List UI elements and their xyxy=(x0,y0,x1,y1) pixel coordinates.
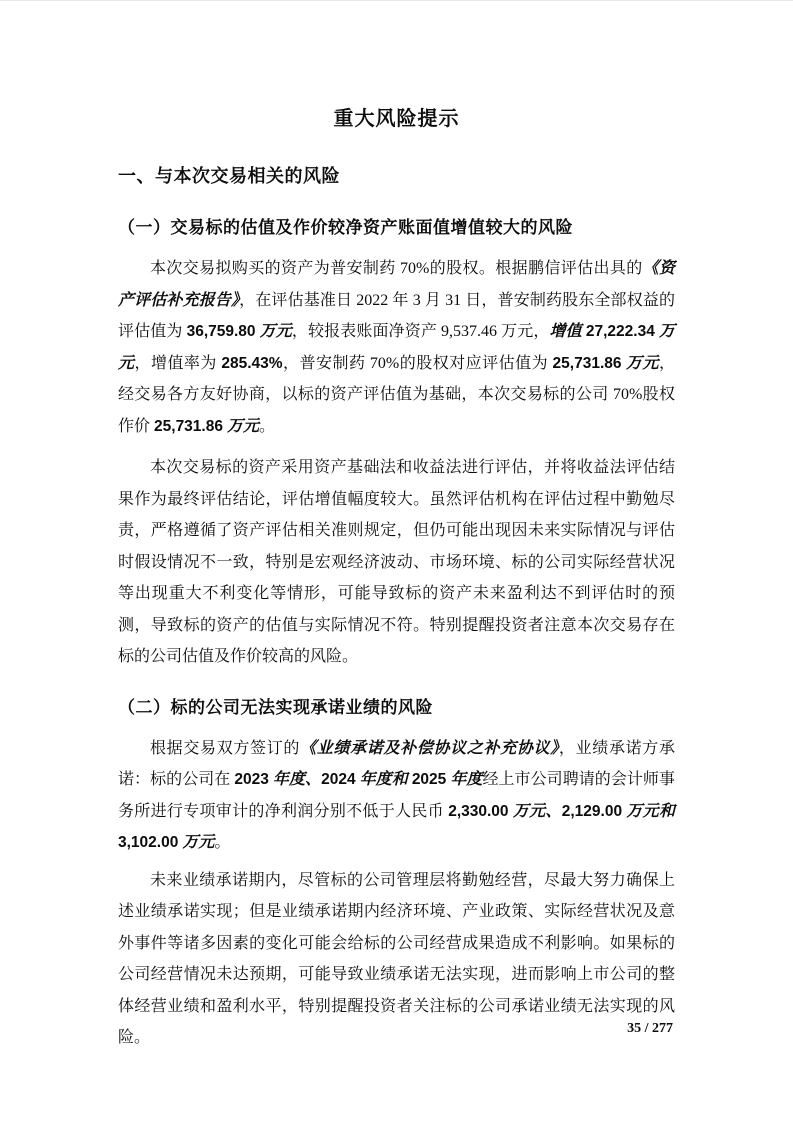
text-run: ，普安制药 70%的股权对应评估值为 xyxy=(282,354,553,372)
emphasis-run: 万元 xyxy=(118,323,675,372)
emphasis-run: 2023 xyxy=(234,771,269,788)
text-run: 根据交易双方签订的 xyxy=(150,739,301,757)
page-number: 35 / 277 xyxy=(627,1021,673,1036)
emphasis-run: 增值 xyxy=(549,323,586,340)
subsection-heading-performance-risk: （二）标的公司无法实现承诺业绩的风险 xyxy=(118,697,433,717)
emphasis-run: 年度、 xyxy=(268,771,322,788)
paragraph-valuation-detail xyxy=(118,253,675,442)
emphasis-run: 万元 xyxy=(178,834,215,851)
paragraph-performance-commitment xyxy=(118,733,675,859)
text-run: 本次交易拟购买的资产为普安制药 70%的股权。根据鹏信评估出具的 xyxy=(150,260,643,277)
text-run: 。 xyxy=(214,834,231,851)
emphasis-run: 万元 xyxy=(255,323,292,340)
paragraph-performance-warning xyxy=(118,865,675,1054)
emphasis-run: 万元 xyxy=(621,354,659,372)
emphasis-run: 《业绩承诺及补偿协议之补充协议》 xyxy=(300,739,559,757)
text-run: 经上市公司聘请的会计师事务所进行专项审计的净利润分别不低于人民币 xyxy=(118,771,675,820)
text-run: ，在评估基准日 2022 年 3 月 31 日，普安制药股东全部权益的评估值为 xyxy=(118,291,675,340)
text-run: 。 xyxy=(259,417,276,435)
emphasis-run: 万元、 xyxy=(508,802,562,820)
text-run: 未来业绩承诺期内，尽管标的公司管理层将勤勉经营，尽最大努力确保上述业绩承诺实现；但是业绩承诺期内经济环境、产业政策、实际经营状况及意外事件等诸多因素的变化可能会给标的公司经营成果造成不利影响。如果标的公司经营情况未达预期，可能导致业绩承诺无法实现，进而影响上市公司的整体经营业绩和盈利水平，特别提醒投资者关注标的公司承诺业绩无法实现的风险。 xyxy=(118,871,675,1046)
paragraph-valuation-method xyxy=(118,452,675,673)
text-run: 本次交易标的资产采用资产基础法和收益法进行评估，并将收益法评估结果作为最终评估结论，评估增值幅度较大。虽然评估机构在评估过程中勤勉尽责，严格遵循了资产评估相关准则规定，但仍可能出现因未来实际情况与评估时假设情况不一致，特别是宏观经济波动、市场环境、标的公司实际经营状况等出现重大不利变化等情形，可能导致标的资产未来盈利达不到评估时的预测，导致标的资产的估值与实际情况不符。特别提醒投资者注意本次交易存在标的公司估值及作价较高的风险。 xyxy=(118,459,675,665)
page-title: 重大风险提示 xyxy=(333,108,460,130)
emphasis-run: 《资产评估补充报告》 xyxy=(118,260,675,309)
emphasis-run: 3,102.00 xyxy=(118,834,179,851)
section-heading-risks: 一、与本次交易相关的风险 xyxy=(118,166,340,186)
emphasis-run: 25,731.86 xyxy=(552,354,622,372)
emphasis-run: 25,731.86 xyxy=(154,417,223,435)
emphasis-run: 万元和 xyxy=(622,802,675,820)
text-run: ，增值率为 xyxy=(134,354,222,372)
text-run: ，较报表账面净资产 9,537.46 万元， xyxy=(291,323,550,340)
emphasis-run: 36,759.80 xyxy=(186,323,256,340)
emphasis-run: 年度 xyxy=(446,771,483,788)
emphasis-run: 2024 xyxy=(321,771,356,788)
text-run: ，经交易各方友好协商，以标的资产评估值为基础，本次交易标的公司 70%股权作价 xyxy=(118,354,675,435)
emphasis-run: 27,222.34 xyxy=(585,323,655,340)
emphasis-run: 万元 xyxy=(222,417,259,435)
emphasis-run: 285.43% xyxy=(221,354,283,372)
text-run: ，业绩承诺方承诺：标的公司在 xyxy=(118,739,675,788)
emphasis-run: 2,129.00 xyxy=(561,802,623,820)
emphasis-run: 年度和 xyxy=(355,771,412,788)
emphasis-run: 2,330.00 xyxy=(448,802,509,820)
subsection-heading-valuation-risk: （一）交易标的估值及作价较净资产账面值增值较大的风险 xyxy=(118,218,573,237)
emphasis-run: 2025 xyxy=(411,771,447,788)
